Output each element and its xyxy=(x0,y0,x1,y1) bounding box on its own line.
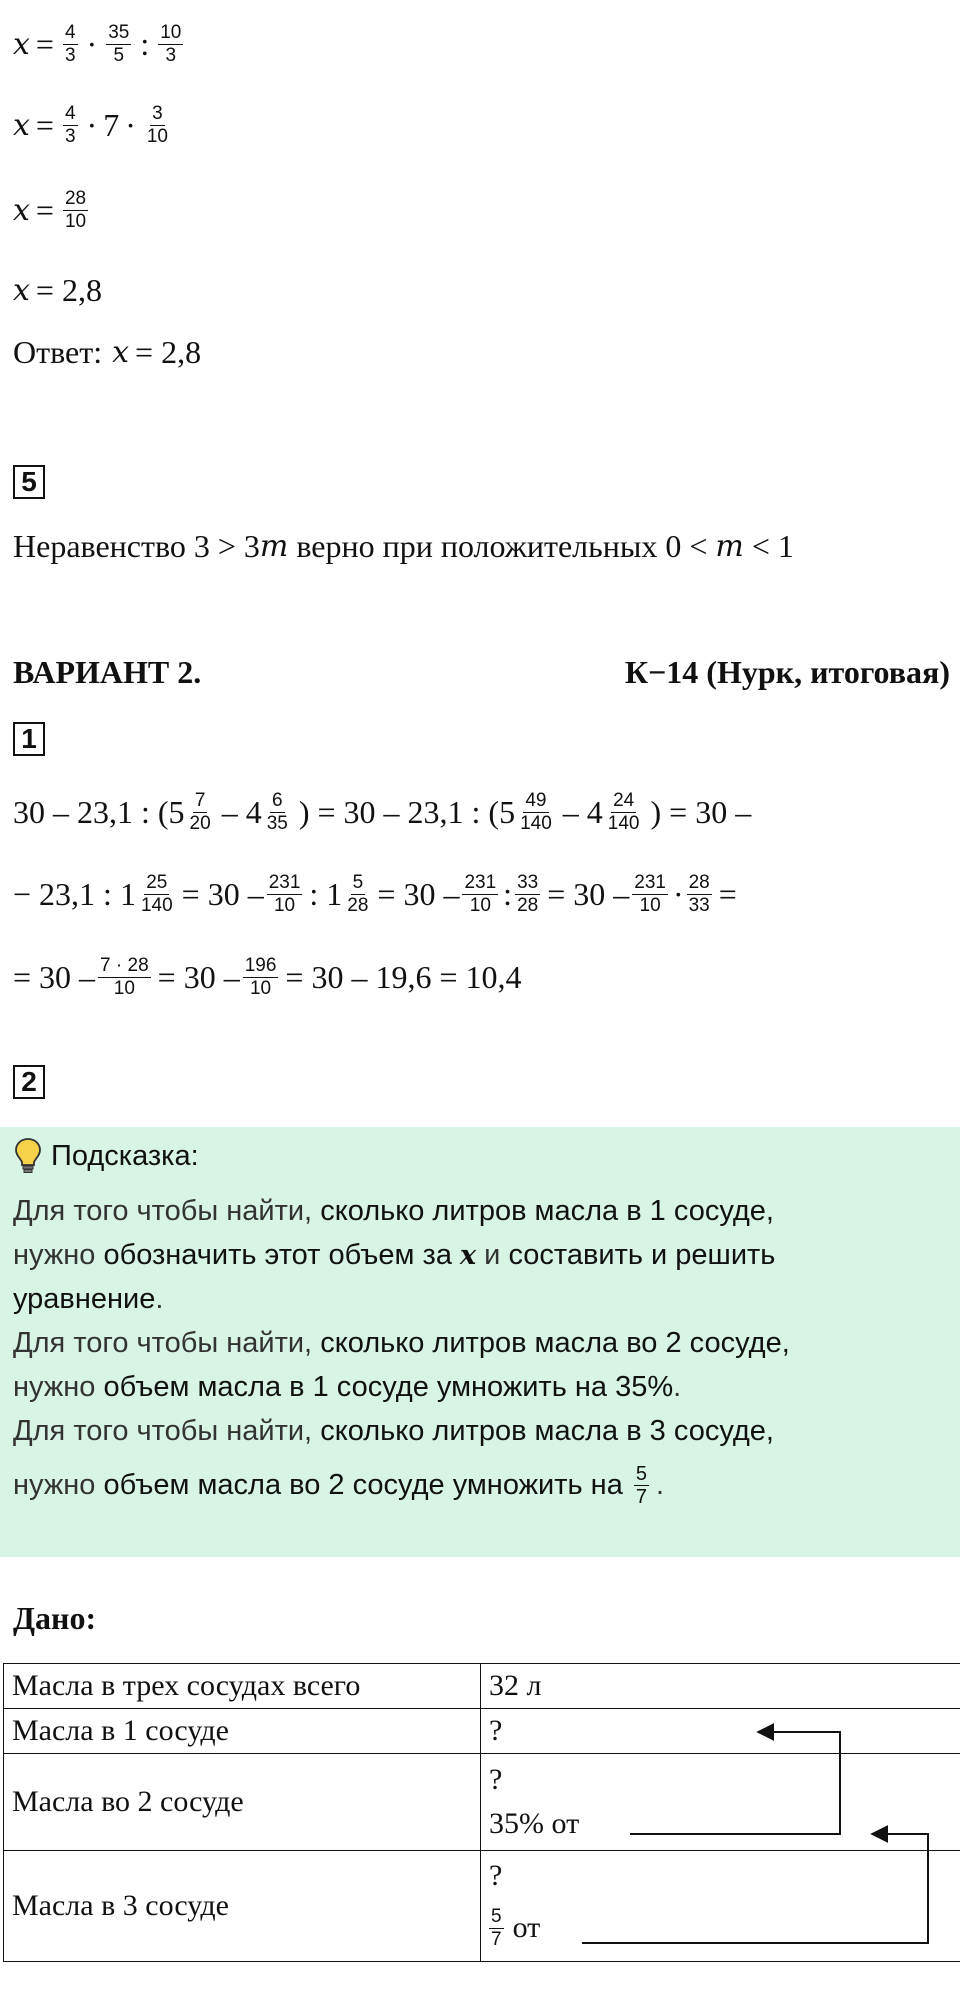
multiply-sign: · xyxy=(86,26,98,62)
text: Для того чтобы найти, xyxy=(13,1195,321,1227)
text: верно при положительных 0 < xyxy=(288,528,716,564)
fraction xyxy=(158,22,183,67)
denominator: 10 xyxy=(273,895,296,916)
cell-value: ? xyxy=(489,1763,503,1796)
task-number-5: 5 xyxy=(13,465,45,499)
hint-line xyxy=(13,1415,774,1448)
expression: ) = 30 – xyxy=(650,794,752,830)
hint-title: Подсказка: xyxy=(51,1139,199,1172)
equals-sign: = xyxy=(718,876,737,912)
numerator: 231 xyxy=(634,872,666,893)
answer-value: = 2,8 xyxy=(135,334,202,370)
given-label: Дано: xyxy=(13,1600,97,1636)
denominator: 5 xyxy=(113,45,125,66)
fraction xyxy=(489,1906,504,1951)
denominator: 28 xyxy=(347,895,369,916)
fraction xyxy=(139,872,175,917)
text: сколько литров масла в 1 сосуде xyxy=(320,1195,766,1227)
equation-line-2 xyxy=(13,103,173,148)
hint-line xyxy=(13,1195,774,1228)
denominator: 20 xyxy=(189,813,211,834)
task1-line-3 xyxy=(13,955,521,1000)
denominator: 10 xyxy=(639,895,661,916)
task1-line-1 xyxy=(13,790,751,835)
task-number-2: 2 xyxy=(13,1065,45,1099)
equals-sign: = xyxy=(35,107,54,143)
numerator: 10 xyxy=(160,22,182,43)
table-cell: Масла в 3 сосуде xyxy=(4,1851,481,1962)
denominator: 140 xyxy=(140,895,173,916)
hint-line xyxy=(13,1463,664,1508)
cell-relation-row xyxy=(489,1898,952,1958)
table-row xyxy=(4,1754,960,1851)
numerator: 6 xyxy=(271,790,283,811)
answer-label: Ответ: xyxy=(13,334,103,370)
denominator: 140 xyxy=(607,813,640,834)
multiply-sign: · xyxy=(672,876,684,912)
numerator: 5 xyxy=(352,872,364,893)
numerator: 7 xyxy=(194,790,206,811)
text: Для того чтобы найти, xyxy=(13,1327,321,1359)
fraction xyxy=(606,790,642,835)
variable-m: m xyxy=(715,529,744,564)
fraction xyxy=(106,22,131,67)
variant-code: К−14 (Нурк, итоговая) xyxy=(624,654,950,690)
expression: = 30 – 19,6 = 10,4 xyxy=(285,959,522,995)
given-table xyxy=(3,1663,960,1962)
text: нужно xyxy=(13,1239,104,1271)
numerator: 24 xyxy=(613,790,635,811)
expression: = 30 – xyxy=(13,959,96,995)
equation-line-3 xyxy=(13,188,91,233)
numerator: 231 xyxy=(464,872,497,893)
fraction xyxy=(265,790,290,835)
variable-x: x xyxy=(13,273,30,308)
expression: 30 – 23,1 : (5 xyxy=(13,794,185,830)
text: сколько литров масла в 3 сосуде xyxy=(320,1415,766,1447)
expression: = 30 – xyxy=(157,959,240,995)
divide-sign: : xyxy=(140,26,150,62)
denominator: 35 xyxy=(266,813,288,834)
divide-sign: : xyxy=(503,876,513,912)
text: обозначить этот объем за xyxy=(103,1239,461,1271)
cell-relation: от xyxy=(512,1911,541,1944)
denominator: 3 xyxy=(64,45,76,66)
numerator: 231 xyxy=(268,872,301,893)
multiply-sign: · xyxy=(125,107,136,143)
text: , xyxy=(781,1327,790,1359)
fraction xyxy=(145,103,170,148)
denominator: 10 xyxy=(249,978,272,999)
table-cell: 32 л xyxy=(481,1664,960,1709)
denominator: 28 xyxy=(517,895,539,916)
denominator: 10 xyxy=(146,126,168,147)
fraction xyxy=(63,22,78,67)
table-cell: ? xyxy=(481,1709,960,1754)
equation-line-4 xyxy=(13,272,102,309)
numerator: 28 xyxy=(688,872,710,893)
fraction xyxy=(515,872,540,917)
text: . xyxy=(656,1469,665,1501)
expression: ) = 30 – 23,1 : (5 xyxy=(298,794,516,830)
table-cell xyxy=(481,1754,960,1851)
fraction xyxy=(98,955,151,1000)
numerator: 196 xyxy=(244,955,277,976)
text: объем масла в 1 сосуде умножить на 35% xyxy=(103,1371,674,1403)
numerator: 4 xyxy=(64,22,76,43)
equals-sign: = xyxy=(35,192,54,228)
text: объем масла во 2 сосуде умножить на xyxy=(103,1469,631,1501)
variable-x: x xyxy=(13,27,30,62)
numerator: 49 xyxy=(525,790,547,811)
numerator: 28 xyxy=(64,188,87,209)
numerator: 7 · 28 xyxy=(100,955,149,976)
denominator: 140 xyxy=(520,813,552,834)
expression: – 4 xyxy=(562,794,603,830)
number: 7 xyxy=(103,107,120,143)
table-cell: Масла в 1 сосуде xyxy=(4,1709,481,1754)
variable-x: x xyxy=(112,335,130,370)
variable-x: x xyxy=(460,1240,477,1271)
denominator: 10 xyxy=(64,211,87,232)
fraction xyxy=(687,872,712,917)
fraction xyxy=(267,872,303,917)
text: . xyxy=(155,1283,164,1315)
hint-line xyxy=(13,1283,163,1316)
text: уравнение xyxy=(13,1283,156,1315)
text: < 1 xyxy=(743,528,794,564)
table-cell: Масла во 2 сосуде xyxy=(4,1754,481,1851)
text: Для того чтобы найти, xyxy=(13,1415,321,1447)
hint-line xyxy=(13,1239,775,1272)
fraction xyxy=(63,103,78,148)
hint-box xyxy=(0,1127,960,1557)
hint-line xyxy=(13,1327,790,1360)
text: и xyxy=(476,1239,509,1271)
text: Неравенство 3 > 3 xyxy=(13,528,260,564)
fraction xyxy=(518,790,554,835)
denominator: 10 xyxy=(113,978,135,999)
denominator: 3 xyxy=(64,126,76,147)
fraction xyxy=(188,790,213,835)
fraction xyxy=(634,1463,649,1508)
fraction xyxy=(462,872,498,917)
answer-line xyxy=(13,334,201,371)
hint-line xyxy=(13,1371,681,1404)
numerator: 3 xyxy=(152,103,163,124)
equals-sign: = xyxy=(35,26,54,62)
lightbulb-icon xyxy=(13,1137,43,1175)
equation-rest: = 2,8 xyxy=(35,272,102,308)
cell-value: ? xyxy=(489,1859,503,1892)
cell-relation: 35% от xyxy=(489,1807,580,1840)
denominator: 10 xyxy=(469,895,491,916)
table-cell: Масла в трех сосудах всего xyxy=(4,1664,481,1709)
task1-line-2 xyxy=(13,872,737,917)
numerator: 5 xyxy=(635,1463,648,1485)
expression: – 4 xyxy=(221,794,262,830)
table-row xyxy=(4,1709,960,1754)
fraction xyxy=(63,188,88,233)
denominator: 7 xyxy=(635,1486,648,1508)
numerator: 4 xyxy=(64,103,76,124)
table-row xyxy=(4,1664,960,1709)
variant-title: ВАРИАНТ 2. xyxy=(13,654,202,690)
expression: = 30 – xyxy=(377,876,460,912)
numerator: 33 xyxy=(517,872,539,893)
numerator: 5 xyxy=(491,1905,502,1927)
text: сколько литров масла во 2 сосуде xyxy=(320,1327,782,1359)
numerator: 25 xyxy=(146,872,168,893)
fraction xyxy=(345,872,370,917)
text: нужно xyxy=(13,1371,104,1403)
equation-line-1 xyxy=(13,22,186,67)
fraction xyxy=(632,872,668,917)
denominator: 3 xyxy=(165,45,177,66)
text: составить и решить xyxy=(508,1239,776,1271)
text: . xyxy=(673,1371,682,1403)
denominator: 7 xyxy=(491,1928,502,1950)
table-row xyxy=(4,1851,960,1962)
fraction xyxy=(243,955,279,1000)
expression: = 30 – xyxy=(547,876,630,912)
variable-x: x xyxy=(13,193,30,228)
task5-text xyxy=(13,528,794,565)
text: , xyxy=(765,1415,774,1447)
denominator: 33 xyxy=(688,895,710,916)
expression: = 30 – xyxy=(181,876,264,912)
text: , xyxy=(765,1195,774,1227)
variable-x: x xyxy=(13,108,30,143)
expression: : 1 xyxy=(309,876,343,912)
table-cell xyxy=(481,1851,960,1962)
multiply-sign: · xyxy=(86,107,98,143)
expression: − 23,1 : 1 xyxy=(13,876,136,912)
task-number-1: 1 xyxy=(13,722,45,756)
text: нужно xyxy=(13,1469,104,1501)
hint-title-row xyxy=(13,1137,199,1175)
numerator: 35 xyxy=(108,22,130,43)
variable-m: m xyxy=(259,529,289,564)
